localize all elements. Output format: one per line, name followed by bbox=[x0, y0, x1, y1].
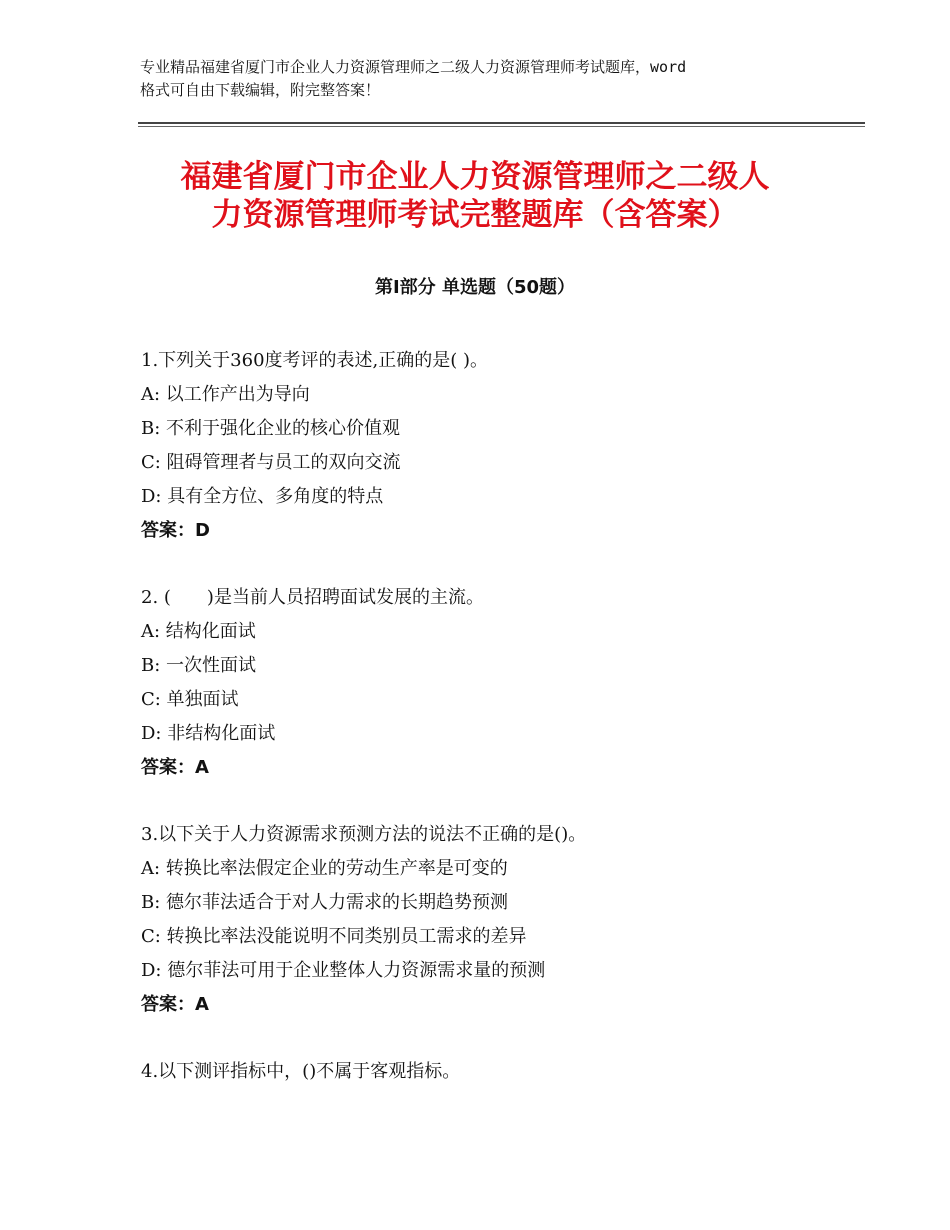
option-a: A: 结构化面试 bbox=[141, 621, 256, 642]
question-stem: 1.下列关于360度考评的表述,正确的是( )。 bbox=[141, 350, 489, 371]
option-a: A: 转换比率法假定企业的劳动生产率是可变的 bbox=[141, 858, 508, 879]
option-b: B: 德尔菲法适合于对人力需求的长期趋势预测 bbox=[141, 892, 509, 913]
option-d: D: 德尔菲法可用于企业整体人力资源需求量的预测 bbox=[141, 960, 546, 981]
header-note bbox=[140, 56, 840, 102]
section-title: 第Ⅰ部分 单选题（50题） bbox=[374, 277, 575, 298]
question-stem: 3.以下关于人力资源需求预测方法的说法不正确的是()。 bbox=[141, 824, 587, 845]
answer-key: 答案：A bbox=[141, 994, 209, 1015]
question-3 bbox=[141, 818, 901, 1022]
option-b: B: 一次性面试 bbox=[141, 655, 257, 676]
answer-key: 答案：A bbox=[141, 757, 209, 778]
header-note-line-2: 格式可自由下载编辑，附完整答案！ bbox=[140, 81, 381, 99]
option-c: C: 单独面试 bbox=[141, 689, 239, 710]
question-1 bbox=[141, 344, 901, 548]
option-d: D: 具有全方位、多角度的特点 bbox=[141, 486, 384, 507]
answer-key: 答案：D bbox=[141, 520, 210, 541]
question-list bbox=[141, 344, 901, 1122]
document-title bbox=[110, 158, 840, 234]
question-4 bbox=[141, 1055, 901, 1089]
document-title-line-1: 福建省厦门市企业人力资源管理师之二级人 bbox=[180, 159, 770, 195]
option-b: B: 不利于强化企业的核心价值观 bbox=[141, 418, 401, 439]
header-rule-thick bbox=[138, 122, 865, 124]
option-a: A: 以工作产出为导向 bbox=[141, 384, 310, 405]
option-d: D: 非结构化面试 bbox=[141, 723, 276, 744]
option-c: C: 转换比率法没能说明不同类别员工需求的差异 bbox=[141, 926, 527, 947]
question-stem: 2. ( )是当前人员招聘面试发展的主流。 bbox=[141, 587, 484, 608]
question-2 bbox=[141, 581, 901, 785]
header-note-line-1: 专业精品福建省厦门市企业人力资源管理师之二级人力资源管理师考试题库，word bbox=[140, 58, 687, 76]
option-c: C: 阻碍管理者与员工的双向交流 bbox=[141, 452, 401, 473]
question-stem: 4.以下测评指标中，()不属于客观指标。 bbox=[141, 1061, 461, 1082]
document-title-line-2: 力资源管理师考试完整题库（含答案） bbox=[211, 197, 739, 233]
header-rule-thin bbox=[138, 126, 865, 127]
